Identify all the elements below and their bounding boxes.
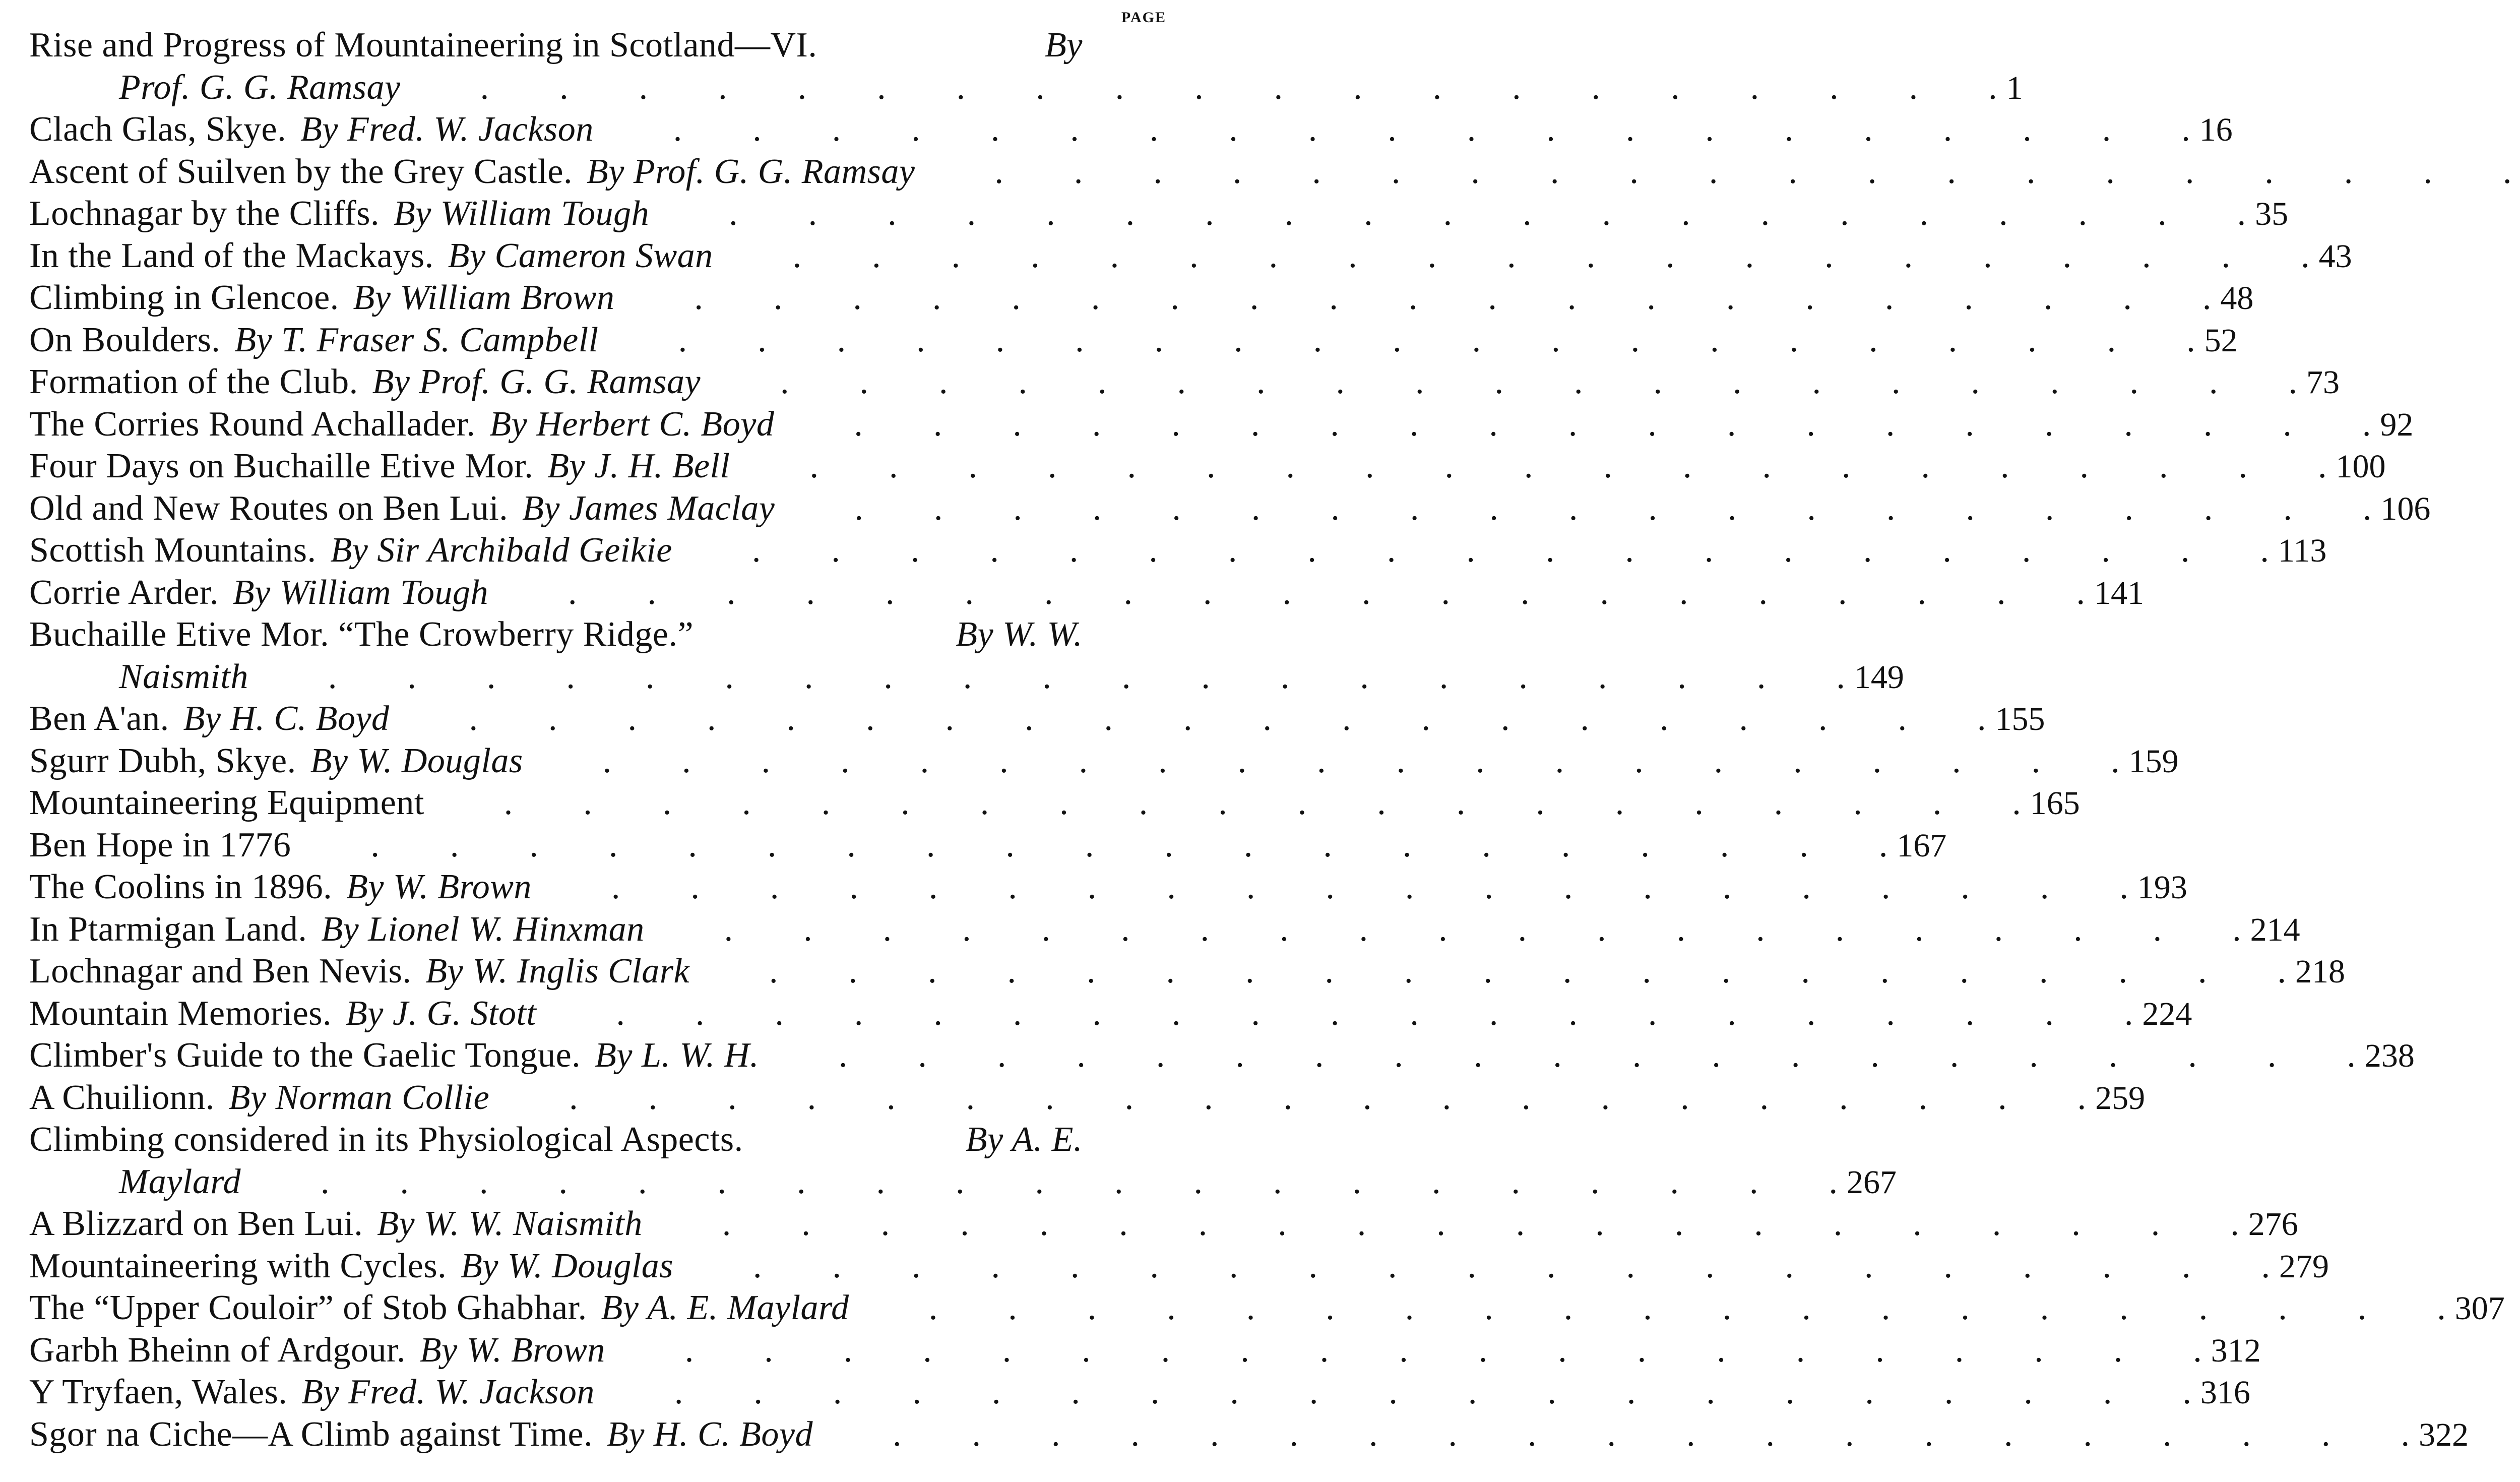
entry-title: Sgor na Ciche—A Climb against Time. [29,1414,593,1454]
dot-leader: . . . . . . . . . . . . . . . . . . . . [398,699,1986,738]
toc-entry-continuation [29,67,2023,109]
dot-leader: . . . . . . . . . . . . . . . . . . . . [722,236,2310,275]
entry-author: By W. Douglas [310,741,523,780]
toc-entry [29,193,2289,235]
entry-title: A Blizzard on Ben Lui. [29,1204,363,1243]
entry-author: By W. W. Naismith [377,1204,643,1243]
entry-author: By A. E. [965,1120,1083,1159]
toc-entry [29,235,2352,277]
entry-page-number: 218 [2295,953,2346,990]
entry-author-continued: Prof. G. G. Ramsay [119,68,401,107]
entry-title: Climbing considered in its Physiological Aspects. [29,1120,743,1159]
entry-author: By Sir Archibald Geikie [330,531,672,570]
dot-leader: . . . . . . . . . . . . . . . . . . . . [739,447,2327,485]
entry-author: By Lionel W. Hinxman [321,909,645,949]
toc-entry [29,572,2144,614]
dot-leader: . . . . . . . . . . . . . . . . . . . . [614,1330,2202,1370]
entry-author: By H. C. Boyd [183,699,390,738]
entry-author: By Fred. W. Jackson [301,1373,595,1411]
entry-title: On Boulders. [29,320,221,359]
dot-leader: . . . . . . . . . . . . . . . . . . . . [498,1078,2087,1117]
toc-entry [29,277,2254,319]
toc-entry [29,1413,2469,1456]
toc-entry [29,740,2179,782]
toc-entry [29,908,2300,951]
entry-author: By James Maclay [522,488,775,528]
entry-title: Rise and Progress of Mountaineering in Scotland—VI. [29,26,817,65]
entry-author: By W. Brown [419,1330,605,1370]
toc-entry [29,529,2327,572]
dot-leader: . . . . . . . . . . . . . . . . . . . . [409,68,1997,107]
toc-entry [29,1245,2329,1287]
toc-entry [29,613,1163,656]
entry-title: The Corries Round Achallader. [29,404,476,444]
dot-leader: . . . . . . . . . . . . . . . . . . . . [532,741,2120,780]
entry-title: The “Upper Couloir” of Stob Ghabhar. [29,1288,587,1327]
entry-title: Mountaineering Equipment [29,783,424,822]
entry-title: Corrie Arder. [29,573,219,612]
entry-page-number: 1 [2006,69,2023,106]
entry-title: Scottish Mountains. [29,531,317,570]
entry-author: By H. C. Boyd [607,1414,813,1454]
entry-author: By W. Brown [346,868,532,906]
toc-entry [29,782,2080,824]
entry-page-number: 214 [2250,911,2300,948]
entry-page-number: 224 [2142,995,2192,1032]
entry-author: By William Brown [353,278,615,317]
entry-page-number: 43 [2318,237,2352,275]
toc-entry [29,361,2340,403]
entry-title: Lochnagar by the Cliffs. [29,194,380,233]
entry-page-number: 92 [2380,406,2414,443]
entry-title: In Ptarmigan Land. [29,909,307,949]
entry-title: Mountaineering with Cycles. [29,1246,447,1285]
dot-leader: . . . . . . . . . . . . . . . . . . . . [768,1036,2356,1075]
entry-page-number: 113 [2278,532,2327,569]
dot-leader: . . . . . . . . . . . . . . . . . . . . [602,110,2190,149]
entry-page-number: 106 [2380,490,2431,527]
entry-title: Clach Glas, Skye. [29,110,287,149]
toc-entry [29,1287,2505,1329]
dot-leader: . . . . . . . . . . . . . . . . . . . . [658,194,2246,233]
dot-leader: . . . . . . . . . . . . . . . . . . . . [783,404,2371,444]
entry-author: By L. W. H. [595,1036,759,1075]
entry-title: Climbing in Glencoe. [29,278,339,317]
entry-author: By William Tough [232,573,488,612]
entry-title: Sgurr Dubh, Skye. [29,741,296,780]
entry-title: Lochnagar and Ben Nevis. [29,952,412,991]
dot-leader: . . . . . . . . . . . . . . . . . . . . [545,994,2133,1033]
toc-entry [29,1034,2415,1077]
entry-author: By Herbert C. Boyd [489,404,775,444]
entry-author-continued: Naismith [119,657,248,696]
dot-leader: . . . . . . . . . . . . . . . . . . . . [710,362,2298,401]
dot-leader: . . . . . . . . . . . . . . . . . . . . [924,152,2512,191]
entry-title: Mountain Memories. [29,994,332,1033]
entry-title: Old and New Routes on Ben Lui. [29,488,509,528]
entry-page-number: 307 [2454,1290,2505,1327]
dot-leader: . . . . . . . . . . . . . . . . . . . . [249,1162,1838,1201]
entry-title: Four Days on Buchaille Etive Mor. [29,447,534,485]
entry-page-number: 312 [2211,1332,2261,1369]
toc-entry [29,824,1947,867]
entry-page-number: 100 [2336,448,2386,485]
entry-title: Ben A'an. [29,699,169,738]
toc-entry [29,698,2045,740]
entry-page-number: 165 [2030,785,2080,822]
entry-author-continued: Maylard [119,1162,241,1201]
dot-leader: . . . . . . . . . . . . . . . . . . . . [257,657,1845,696]
entry-page-number: 267 [1846,1163,1897,1201]
entry-page-number: 276 [2248,1206,2298,1243]
toc-entry [29,487,2431,530]
entry-author: By W. Douglas [461,1246,674,1285]
entry-author: By Cameron Swan [448,236,713,275]
toc-entry [29,1077,2146,1119]
entry-author: By T. Fraser S. Campbell [234,320,599,359]
entry-author: By Norman Collie [228,1078,490,1117]
dot-leader: . . . . . . . . . . . . . . . . . . . . [603,1373,2191,1411]
toc-entry [29,866,2187,908]
dot-leader: . . . . . . . . . . . . . . . . . . . . [681,531,2269,570]
entry-author: By J. H. Bell [547,447,730,485]
toc-entry [29,1329,2261,1372]
dot-leader: . . . . . . . . . . . . . . . . . . . . [699,952,2287,991]
toc-entry [29,403,2414,446]
entry-page-number: 141 [2094,574,2144,611]
entry-page-number: 316 [2200,1374,2250,1411]
dot-leader: . . . . . . . . . . . . . . . . . . . . [682,1246,2271,1285]
dot-leader: . . . . . . . . . . . . . . . . . . . . [607,320,2195,359]
dot-leader: . . . . . . . . . . . . . . . . . . . . [433,783,2021,822]
entry-page-number: 279 [2279,1248,2329,1285]
entry-title: Buchaille Etive Mor. “The Crowberry Ridge.” [29,615,694,654]
toc-entry-continuation [29,656,1904,698]
toc-entry [29,24,1163,67]
dot-leader: . . . . . . . . . . . . . . . . . . . . [540,868,2128,906]
entry-page-number: 259 [2095,1079,2146,1117]
entry-page-number: 155 [1995,701,2045,737]
toc-entry [29,445,2386,487]
dot-leader: . . . . . . . . . . . . . . . . . . . . [300,825,1888,865]
toc-entry [29,319,2238,361]
entry-title: In the Land of the Mackays. [29,236,434,275]
entry-title: Climber's Guide to the Gaelic Tongue. [29,1036,581,1075]
toc-entry [29,993,2192,1035]
entry-author: By Prof. G. G. Ramsay [587,152,915,191]
entry-title: Formation of the Club. [29,362,358,401]
entry-author: By W. Inglis Clark [425,952,690,991]
entry-page-number: 73 [2306,364,2340,401]
entry-page-number: 167 [1897,827,1947,864]
entry-title: Y Tryfaen, Wales. [29,1373,288,1411]
toc-entry [29,1371,2250,1413]
entry-author: By J. G. Stott [346,994,537,1033]
entry-author: By Fred. W. Jackson [300,110,594,149]
dot-leader: . . . . . . . . . . . . . . . . . . . . [822,1414,2410,1454]
entry-author: By William Tough [393,194,650,233]
entry-author: By A. E. Maylard [601,1288,849,1327]
entry-page-number: 149 [1854,658,1904,696]
toc-entry-continuation [29,1161,1897,1203]
entry-page-number: 322 [2419,1416,2469,1453]
dot-leader: . . . . . . . . . . . . . . . . . . . . [653,909,2241,949]
dot-leader: . . . . . . . . . . . . . . . . . . . . [497,573,2085,612]
dot-leader: . . . . . . . . . . . . . . . . . . . . [651,1204,2239,1243]
entry-title: The Coolins in 1896. [29,868,333,906]
entry-author: By Prof. G. G. Ramsay [372,362,701,401]
dot-leader: . . . . . . . . . . . . . . . . . . . . [784,488,2372,528]
entry-page-number: 52 [2204,322,2238,359]
entry-title: A Chuilionn. [29,1078,215,1117]
entry-title: Ascent of Suilven by the Grey Castle. [29,152,573,191]
toc-entry [29,151,2512,193]
toc-entry [29,108,2233,151]
entry-title: Garbh Bheinn of Ardgour. [29,1330,406,1370]
entry-page-number: 16 [2199,111,2233,148]
entry-author: By [1045,26,1083,65]
table-of-contents [29,24,2512,1455]
entry-author: By W. W. [956,615,1083,654]
entry-page-number: 35 [2255,196,2289,232]
entry-page-number: 48 [2220,280,2254,317]
entry-title: Ben Hope in 1776 [29,825,291,865]
toc-entry [29,950,2346,993]
entry-page-number: 159 [2128,743,2179,780]
dot-leader: . . . . . . . . . . . . . . . . . . . . [858,1288,2446,1327]
page-column-header: PAGE [1121,9,1166,26]
toc-entry [29,1119,1163,1161]
entry-page-number: 193 [2137,869,2187,906]
toc-entry [29,1203,2298,1245]
dot-leader: . . . . . . . . . . . . . . . . . . . . [623,278,2212,317]
entry-page-number: 238 [2364,1037,2415,1074]
